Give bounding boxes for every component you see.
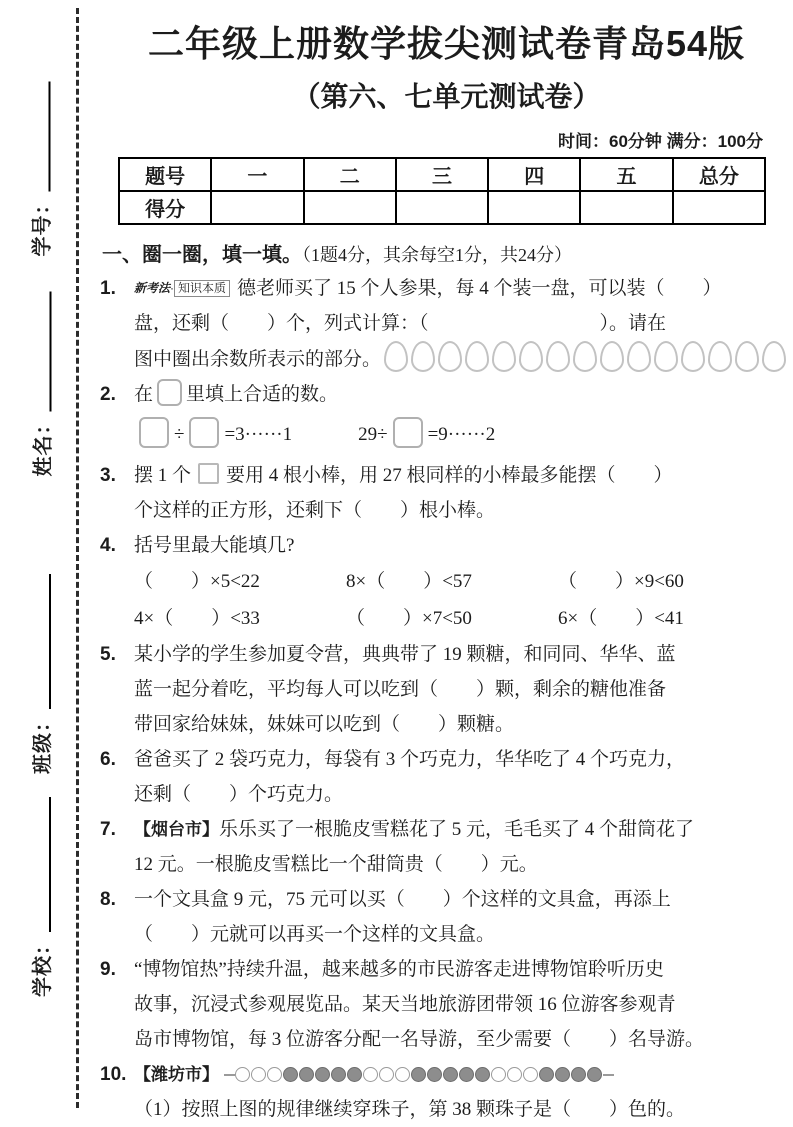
question-text: 岛市博物馆，每 3 位游客分配一名导游，至少需要（ ）名导游。 — [134, 1029, 705, 1050]
question-text: 还剩（ ）个巧克力。 — [134, 784, 344, 805]
egg-row — [381, 349, 786, 370]
question-text: 故事，沉浸式参观展览品。某天当地旅游团带领 16 位游客参观青 — [134, 994, 676, 1015]
bead-light — [507, 1067, 522, 1082]
question-text: 某小学的学生参加夏令营，典典带了 19 颗糖，和同同、华华、蓝 — [134, 644, 676, 665]
sidebar-field-name — [30, 292, 56, 477]
score-header-cell: 三 — [396, 158, 488, 191]
section-note: （1题4分，其余每空1分，共24分） — [302, 245, 572, 265]
question-1 — [100, 271, 793, 377]
egg-shape — [411, 341, 435, 372]
expression: 4×（ ）<33 — [134, 608, 260, 629]
question-number: 5. — [100, 644, 116, 665]
question-list — [100, 271, 793, 1127]
egg-shape — [438, 341, 462, 372]
sidebar-field-class — [29, 574, 55, 774]
class-label: 班级： — [32, 711, 54, 774]
page-subtitle: （第六、七单元测试卷） — [292, 81, 601, 112]
score-header-cell: 五 — [580, 158, 672, 191]
question-number: 8. — [100, 889, 116, 910]
egg-shape — [573, 341, 597, 372]
question-text: 摆 1 个 — [134, 465, 192, 486]
bead-dark — [587, 1067, 602, 1082]
score-header-cell: 题号 — [119, 158, 211, 191]
score-header-cell: 二 — [304, 158, 396, 191]
bead-dark — [283, 1067, 298, 1082]
answer-box — [157, 379, 182, 406]
question-text: 图中圈出余数所表示的部分。 — [134, 349, 382, 370]
name-blank-line — [50, 292, 52, 412]
question-number: 1. — [100, 278, 116, 299]
exam-meta: 时间：60分钟 满分：100分 — [558, 132, 763, 151]
question-text: 蓝一起分着吃，平均每人可以吃到（ ）颗，剩余的糖他准备 — [134, 679, 667, 700]
equation-1 — [134, 424, 292, 445]
score-cell-empty — [488, 191, 580, 224]
student-id-blank-line — [49, 82, 51, 192]
score-cell-empty — [211, 191, 303, 224]
score-cell-empty — [396, 191, 488, 224]
question-text: 乐乐买了一根脆皮雪糕花了 5 元，毛毛买了 4 个甜筒花了 — [219, 819, 695, 840]
student-id-label: 学号： — [31, 193, 54, 257]
score-row-label: 得分 — [119, 191, 211, 224]
bead-dark — [555, 1067, 570, 1082]
bead-light — [363, 1067, 378, 1082]
bead-dark — [571, 1067, 586, 1082]
egg-shape — [384, 341, 408, 372]
bead-dark — [299, 1067, 314, 1082]
egg-shape — [654, 341, 678, 372]
sub-question-1: （1）按照上图的规律继续穿珠子，第 38 颗珠子是（ ）色的。 — [134, 1099, 686, 1120]
question-number: 6. — [100, 749, 116, 770]
score-header-cell: 一 — [211, 158, 303, 191]
sidebar-field-student-id — [29, 82, 55, 257]
bead-dark — [411, 1067, 426, 1082]
city-tag: 【潍坊市】 — [134, 1065, 219, 1084]
score-value-row — [119, 191, 765, 224]
question-text: 爸爸买了 2 袋巧克力，每袋有 3 个巧克力，华华吃了 4 个巧克力， — [134, 749, 686, 770]
main-content — [100, 0, 793, 1127]
name-label: 姓名： — [32, 413, 55, 477]
section-heading — [102, 238, 793, 267]
question-10 — [100, 1057, 793, 1127]
expression: 8×（ ）<57 — [346, 571, 472, 592]
bead-light — [267, 1067, 282, 1082]
question-text: 一个文具盒 9 元，75 元可以买（ ）个这样的文具盒，再添上 — [134, 889, 671, 910]
square-shape — [198, 463, 219, 484]
bead-dark — [315, 1067, 330, 1082]
question-number: 2. — [100, 384, 116, 405]
exam-tip-badge — [134, 271, 230, 306]
question-number: 7. — [100, 819, 116, 840]
bead-light — [379, 1067, 394, 1082]
bead-light — [491, 1067, 506, 1082]
question-number: 10. — [100, 1064, 127, 1085]
bead-dark — [539, 1067, 554, 1082]
question-number: 4. — [100, 535, 116, 556]
question-text: 里填上合适的数。 — [186, 384, 339, 405]
question-5 — [100, 637, 793, 742]
expression: （ ）×7<50 — [346, 608, 472, 629]
bead-light — [251, 1067, 266, 1082]
question-text: 带回家给妹妹，妹妹可以吃到（ ）颗糖。 — [134, 714, 515, 735]
badge-bold-text: 新考法 — [134, 281, 171, 295]
score-header-row — [119, 158, 765, 191]
thread-line — [603, 1074, 614, 1076]
bead-dark — [475, 1067, 490, 1082]
q4-expression-grid — [134, 563, 793, 637]
egg-shape — [546, 341, 570, 372]
egg-shape — [465, 341, 489, 372]
egg-shape — [735, 341, 759, 372]
question-text: 在 — [134, 384, 154, 405]
egg-shape — [519, 341, 543, 372]
expression: （ ）×9<60 — [558, 571, 684, 592]
equation-text: 29÷ — [358, 424, 388, 445]
expression: 6×（ ）<41 — [558, 608, 684, 629]
bead-dark — [331, 1067, 346, 1082]
egg-shape — [627, 341, 651, 372]
question-text: 要用 4 根小棒，用 27 根同样的小棒最多能摆（ ） — [226, 465, 673, 486]
question-text: 盘，还剩（ ）个，列式计算：（ ）。请在 — [134, 313, 667, 334]
sidebar-field-school — [29, 797, 55, 997]
question-2 — [100, 377, 793, 458]
school-blank-line — [49, 797, 51, 932]
answer-box — [189, 417, 219, 448]
score-table — [118, 157, 766, 225]
egg-shape — [762, 341, 786, 372]
city-tag: 【烟台市】 — [134, 820, 219, 839]
question-number: 3. — [100, 465, 116, 486]
question-text: 个这样的正方形，还剩下（ ）根小棒。 — [134, 500, 496, 521]
bead-light — [395, 1067, 410, 1082]
operator: ÷ — [174, 424, 185, 445]
score-header-cell: 四 — [488, 158, 580, 191]
equation-text: =3······1 — [224, 424, 293, 445]
question-7 — [100, 812, 793, 882]
binding-sidebar — [0, 8, 79, 1108]
badge-dot: · — [170, 281, 175, 295]
expression: （ ）×5<22 — [134, 571, 260, 592]
egg-shape — [600, 341, 624, 372]
bead-string — [235, 1064, 603, 1085]
page-title: 二年级上册数学拔尖测试卷青岛54版 — [147, 23, 746, 64]
score-cell-empty — [304, 191, 396, 224]
bead-light — [523, 1067, 538, 1082]
question-text: 12 元。一根脆皮雪糕比一个甜筒贵（ ）元。 — [134, 854, 538, 875]
answer-box — [393, 417, 423, 448]
bead-dark — [427, 1067, 442, 1082]
question-9 — [100, 952, 793, 1057]
bead-dark — [459, 1067, 474, 1082]
question-text: “博物馆热”持续升温，越来越多的市民游客走进博物馆聆听历史 — [134, 959, 664, 980]
bead-pattern — [224, 1064, 614, 1085]
question-3 — [100, 458, 793, 528]
egg-shape — [681, 341, 705, 372]
question-4 — [100, 528, 793, 637]
answer-box — [139, 417, 169, 448]
equation-2 — [358, 424, 495, 445]
question-text: （ ）元就可以再买一个这样的文具盒。 — [134, 924, 496, 945]
badge-boxed-text: 知识本质 — [174, 280, 230, 297]
bead-dark — [347, 1067, 362, 1082]
thread-line — [224, 1074, 235, 1076]
bead-dark — [443, 1067, 458, 1082]
question-number: 9. — [100, 959, 116, 980]
equation-text: =9······2 — [427, 424, 496, 445]
section-title: 一、圈一圈，填一填。 — [102, 244, 302, 266]
question-8 — [100, 882, 793, 952]
question-6 — [100, 742, 793, 812]
school-label: 学校： — [32, 934, 54, 997]
question-text: 括号里最大能填几? — [134, 535, 295, 556]
class-blank-line — [49, 574, 51, 709]
score-cell-empty — [580, 191, 672, 224]
egg-shape — [492, 341, 516, 372]
bead-light — [235, 1067, 250, 1082]
question-text: 德老师买了 15 个人参果，每 4 个装一盘，可以装（ ） — [237, 278, 722, 299]
score-cell-empty — [673, 191, 765, 224]
score-header-cell: 总分 — [673, 158, 765, 191]
egg-shape — [708, 341, 732, 372]
